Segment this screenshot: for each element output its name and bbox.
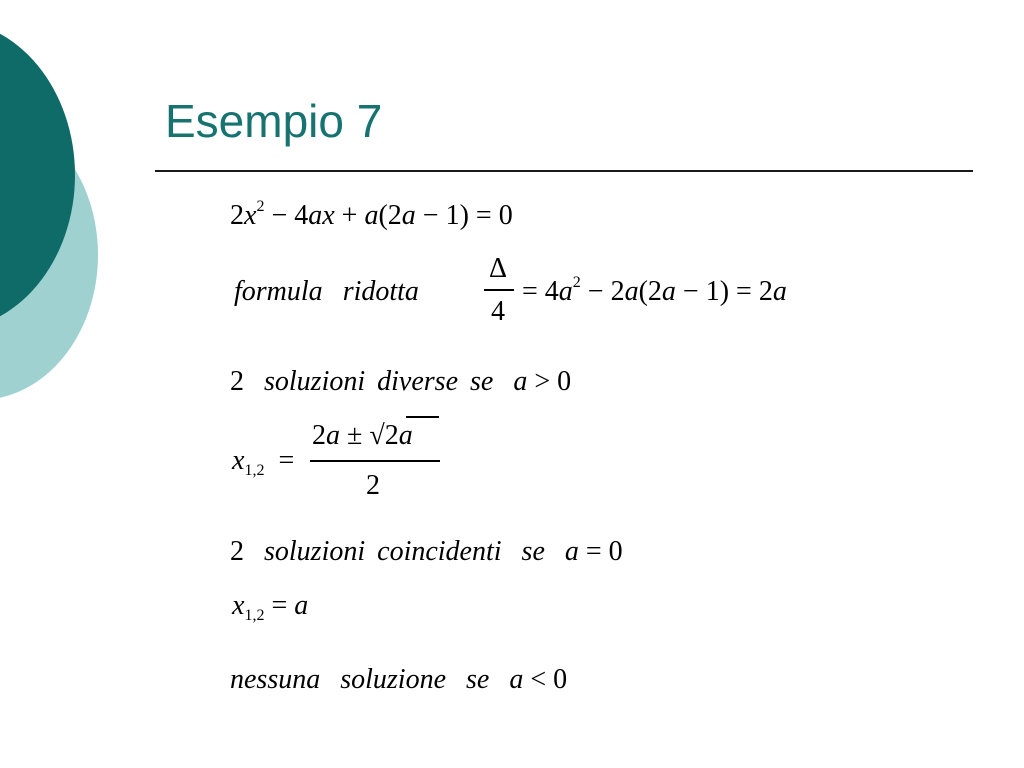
fraction-bar <box>310 460 440 462</box>
discriminant-expression: = $4a^2 - 2a(2a - 1) = 2a$ <box>522 274 787 307</box>
fraction-numerator: Δ <box>489 253 508 284</box>
condition-two-distinct: 2 soluzioni diverse se a > 0 <box>230 366 572 397</box>
fraction-numerator: 2a ± √2a <box>312 420 413 451</box>
fraction-bar <box>484 289 514 291</box>
equation-quadratic: $2x^2 - 4ax + a(2a - 1) = 0$ <box>230 198 513 231</box>
sqrt-overline <box>406 416 439 418</box>
condition-two-coincident: 2 soluzioni coincidenti se a = 0 <box>230 536 623 567</box>
formula-ridotta-label: formula ridotta <box>234 276 419 307</box>
title-divider <box>155 170 973 172</box>
solutions-fraction <box>310 410 442 502</box>
solution-x12-equals-a: $x_{1,2} = a$ <box>232 590 309 624</box>
fraction-denominator: 4 <box>491 296 505 327</box>
slide-title: Esempio 7 <box>165 95 383 147</box>
sqrt-icon: √ <box>369 420 385 451</box>
solutions-x12-label: $x_{1,2}$ = <box>232 445 295 479</box>
delta-over-4-fraction <box>484 255 516 335</box>
fraction-denominator: 2 <box>366 470 380 501</box>
condition-no-solution: nessuna soluzione se a < 0 <box>230 664 568 695</box>
